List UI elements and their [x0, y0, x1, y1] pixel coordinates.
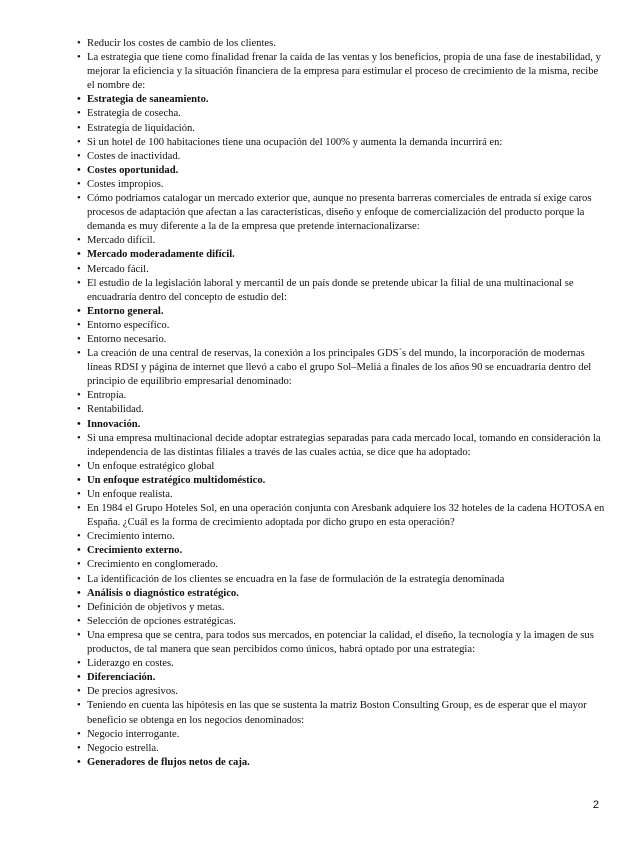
list-item: • Definición de objetivos y metas. [77, 601, 605, 615]
list-item: • De precios agresivos. [77, 685, 605, 699]
answer-item: • Generadores de flujos netos de caja. [77, 756, 605, 770]
list-item: • Teniendo en cuenta las hipótesis en las que se sustenta la matriz Boston Consulting Group, es de esperar que el mayor beneficio se obtenga en los negocios denominados: [77, 699, 605, 727]
list-item: • Si una empresa multinacional decide adoptar estrategias separadas para cada mercado local, tomando en consideración la independencia de las distintas filiales a través de las cuales actúa, se dice que ha adoptado: [77, 432, 605, 460]
list-item: • Estrategia de cosecha. [77, 107, 605, 121]
answer-item: • Costes oportunidad. [77, 164, 605, 178]
list-item: • En 1984 el Grupo Hoteles Sol, en una operación conjunta con Aresbank adquiere los 32 hoteles de la cadena HOTOSA en España. ¿Cuál es la forma de crecimiento adoptada por dicho grupo en esta operación? [77, 502, 605, 530]
list-item: • Negocio estrella. [77, 742, 605, 756]
list-item: • Un enfoque estratégico global [77, 460, 605, 474]
list-item: • Entropía. [77, 389, 605, 403]
list-item: • Entorno específico. [77, 319, 605, 333]
list-item: • Cómo podríamos catalogar un mercado exterior que, aunque no presenta barreras comerciales de entrada sí exige caros procesos de adaptación que afectan a las características, diseño y enfoque de comercialización del producto porque la demanda es muy diferente a la de la empresa que pretende internacionalizarse: [77, 192, 605, 234]
list-item: • Rentabilidad. [77, 403, 605, 417]
list-item: • Liderazgo en costes. [77, 657, 605, 671]
list-item: • Entorno necesario. [77, 333, 605, 347]
list-item: • Negocio interrogante. [77, 728, 605, 742]
list-item: • Crecimiento en conglomerado. [77, 558, 605, 572]
answer-item: • Análisis o diagnóstico estratégico. [77, 587, 605, 601]
list-item: • Reducir los costes de cambio de los clientes. [77, 37, 605, 51]
list-item: • La estrategia que tiene como finalidad frenar la caída de las ventas y los beneficios, propia de una fase de inestabilidad, y mejorar la eficiencia y la situación financiera de la empresa para estimular el proceso de crecimiento de la misma, recibe el nombre de: [77, 51, 605, 93]
answer-item: • Entorno general. [77, 305, 605, 319]
list-item: • Selección de opciones estratégicas. [77, 615, 605, 629]
list-item: • Una empresa que se centra, para todos sus mercados, en potenciar la calidad, el diseño, la tecnología y la imagen de sus productos, de tal manera que sean percibidos como únicos, habrá optado por una estrategia: [77, 629, 605, 657]
answer-item: • Estrategia de saneamiento. [77, 93, 605, 107]
list-item: • Un enfoque realista. [77, 488, 605, 502]
list-item: • Costes impropios. [77, 178, 605, 192]
document-body [77, 37, 605, 770]
answer-item: • Diferenciación. [77, 671, 605, 685]
answer-item: • Mercado moderadamente difícil. [77, 248, 605, 262]
answer-item: • Crecimiento externo. [77, 544, 605, 558]
list-item: • Si un hotel de 100 habitaciones tiene una ocupación del 100% y aumenta la demanda incurrirá en: [77, 136, 605, 150]
list-item: • Mercado difícil. [77, 234, 605, 248]
page-number: 2 [592, 799, 599, 811]
list-item: • Estrategia de liquidación. [77, 122, 605, 136]
list-item: • Costes de inactividad. [77, 150, 605, 164]
list-item: • Mercado fácil. [77, 263, 605, 277]
answer-item: • Innovación. [77, 418, 605, 432]
list-item: • El estudio de la legislación laboral y mercantil de un país donde se pretende ubicar la filial de una multinacional se encuadraría dentro del concepto de estudio del: [77, 277, 605, 305]
list-item: • La identificación de los clientes se encuadra en la fase de formulación de la estrategia denominada [77, 573, 605, 587]
list-item: • La creación de una central de reservas, la conexión a los principales GDS´s del mundo, la incorporación de modernas líneas RDSI y página de internet que llevó a cabo el grupo Sol–Meliá a finales de los años 90 se encuadraría dentro del principio de equilibrio empresarial denominado: [77, 347, 605, 389]
answer-item: • Un enfoque estratégico multidoméstico. [77, 474, 605, 488]
list-item: • Crecimiento interno. [77, 530, 605, 544]
